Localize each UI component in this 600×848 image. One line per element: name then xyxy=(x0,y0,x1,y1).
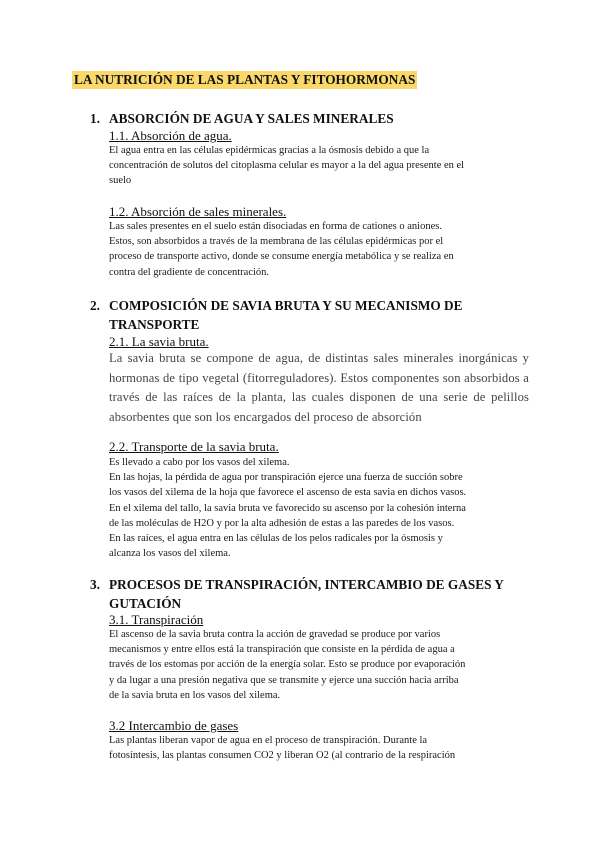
paragraph-line: El ascenso de la savia bruta contra la acción de gravedad se produce por varios xyxy=(109,629,441,640)
subsection-title-2-2: 2.2. Transporte de la savia bruta. xyxy=(109,439,279,454)
paragraph-line: través de los estomas por acción de la energía solar. Esto se produce por evaporación xyxy=(109,659,466,671)
paragraph-line: mecanismos y entre ellos está la transpiración que consiste en la pérdida de agua a xyxy=(109,644,455,656)
paragraph-line: En las hojas, la pérdida de agua por transpiración ejerce una fuerza de succión sobre xyxy=(109,472,463,484)
section-title: PROCESOS DE TRANSPIRACIÓN, INTERCAMBIO DE GASES Y GUTACIÓN xyxy=(109,577,504,611)
section-title: COMPOSICIÓN DE SAVIA BRUTA Y SU MECANISMO DE TRANSPORTE xyxy=(109,298,463,332)
paragraph-line: Estos, son absorbidos a través de la membrana de las células epidérmicas por el xyxy=(109,236,444,248)
paragraph-2-2 xyxy=(109,455,529,561)
paragraph-line: concentración de solutos del citoplasma celular es mayor a la del agua presente en el xyxy=(109,160,465,172)
paragraph-line: los vasos del xilema de la hoja que favorece el ascenso de esta savia en dichos vasos. xyxy=(109,487,467,499)
paragraph-line: alcanza los vasos del xilema. xyxy=(109,548,231,560)
paragraph-line: Las sales presentes en el suelo están disociadas en forma de cationes o aniones. xyxy=(109,221,442,232)
subsection-title-1-1: 1.1. Absorción de agua. xyxy=(109,128,232,143)
section-number: 1. xyxy=(90,111,100,126)
paragraph-line: El agua entra en las células epidérmicas gracias a la ósmosis debido a que la xyxy=(109,145,430,156)
paragraph-3-2 xyxy=(109,733,529,763)
paragraph-line: En el xilema del tallo, la savia bruta ve favorecido su ascenso por la cohesión interna xyxy=(109,502,466,514)
paragraph-line: Es llevado a cabo por los vasos del xilema. xyxy=(109,457,290,468)
paragraph-line: de la savia bruta en los vasos del xilema. xyxy=(109,689,281,701)
subsection-title-1-2: 1.2. Absorción de sales minerales. xyxy=(109,204,287,219)
paragraph-1-2 xyxy=(109,219,529,280)
paragraph-line: Las plantas liberan vapor de agua en el proceso de transpiración. Durante la xyxy=(109,735,428,746)
subsection-title-3-1: 3.1. Transpiración xyxy=(109,612,204,627)
subsection-title-3-2: 3.2 Intercambio de gases xyxy=(109,718,239,733)
paragraph-3-1 xyxy=(109,627,529,703)
paragraph-line: y da lugar a una presión negativa que se transmite y ejerce una succión hacia arriba xyxy=(109,674,459,686)
subsection-title-2-1: 2.1. La savia bruta. xyxy=(109,334,209,349)
paragraph-2-1: La savia bruta se compone de agua, de distintas sales minerales inorgánicas y hormonas de tipo vegetal (fitorreguladores). Estos componentes son absorbidos a través de las raíces de la planta, las cuales disponen de una serie de pelillos absorbentes que son los encargados del proceso de absorción xyxy=(109,351,529,424)
section-number: 2. xyxy=(90,298,100,313)
paragraph-line: En las raíces, el agua entra en las células de los pelos radicales por la ósmosis y xyxy=(109,533,443,545)
paragraph-1-1 xyxy=(109,143,529,189)
document-title: LA NUTRICIÓN DE LAS PLANTAS Y FITOHORMONAS xyxy=(74,72,416,87)
paragraph-line: fotosíntesis, las plantas consumen CO2 y liberan O2 (al contrario de la respiración xyxy=(109,750,456,762)
paragraph-line: contra del gradiente de concentración. xyxy=(109,266,270,278)
section-number: 3. xyxy=(90,577,100,592)
paragraph-line: de las moléculas de H2O y por la alta adhesión de estas a las paredes de los vasos. xyxy=(109,517,455,529)
section-title: ABSORCIÓN DE AGUA Y SALES MINERALES xyxy=(109,111,394,126)
paragraph-line: suelo xyxy=(109,175,132,187)
paragraph-line: proceso de transporte activo, donde se consume energía metabólica y se realiza en xyxy=(109,251,454,263)
